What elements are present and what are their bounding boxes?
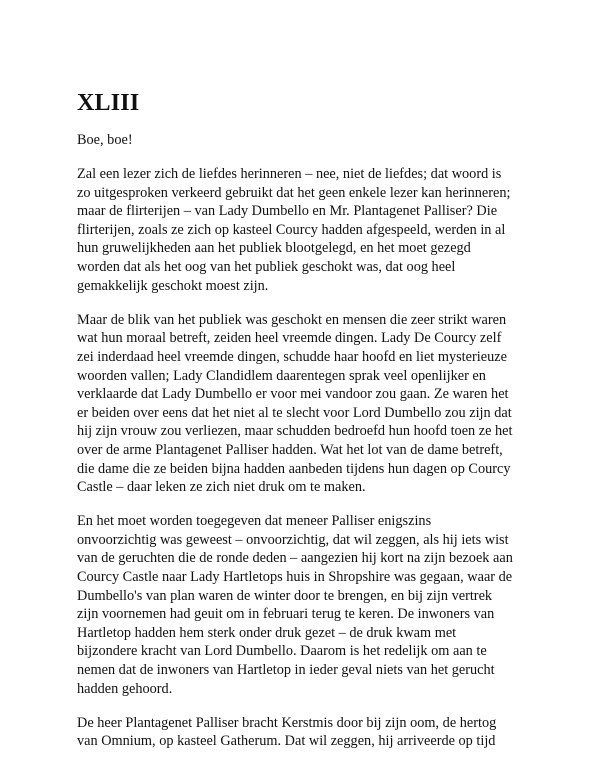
text-line: gemakkelijk geschokt moest zijn. [77, 277, 269, 294]
text-line: hij zijn vrouw zou verliezen, maar schudden bedroefd hun hoofd toen ze het [77, 423, 513, 440]
text-line: die dame die ze beiden bijna hadden aanbeden tijdens hun dagen op Courcy [77, 460, 511, 477]
text-line: er beiden over eens dat het niet al te slecht voor Lord Dumbello zou zijn dat [77, 404, 512, 421]
text-line: flirterijen, zoals ze zich op kasteel Courcy hadden afgespeeld, werden in al [77, 221, 506, 238]
text-line: En het moet worden toegegeven dat meneer Palliser enigszins [77, 513, 432, 530]
text-line: over de arme Plantagenet Palliser hadden. Wat het lot van de dame betreft, [77, 441, 503, 458]
text-line: Dumbello's van plan waren de winter door te brengen, en bij zijn vertrek [77, 587, 493, 604]
text-line: wat hun moraal betreft, zeiden heel vreemde dingen. Lady De Courcy zelf [77, 330, 502, 347]
text-line: woorden vallen; Lady Clandidlem daarentegen sprak veel openlijker en [77, 367, 486, 384]
text-line: Courcy Castle naar Lady Hartletops huis in Shropshire was gegaan, waar de [77, 568, 513, 585]
text-line: van de geruchten die de ronde deden – aangezien hij kort na zijn bezoek aan [77, 550, 513, 567]
text-line: zijn voornemen had geuit om in februari terug te keren. De inwoners van [77, 606, 495, 623]
text-line: bijzondere kracht van Lord Dumbello. Daarom is het redelijk om aan te [77, 643, 487, 660]
text-line: verklaarde dat Lady Dumbello er voor mei vandoor zou gaan. Ze waren het [77, 386, 509, 403]
text-line: Boe, boe! [77, 132, 133, 148]
text-line: De heer Plantagenet Palliser bracht Kerstmis door bij zijn oom, de hertog [77, 714, 497, 731]
text-line: hadden gehoord. [77, 680, 173, 697]
text-line: maar de flirterijen – van Lady Dumbello en Mr. Plantagenet Palliser? Die [77, 203, 498, 220]
document-page [77, 88, 532, 766]
paragraph-1 [77, 131, 532, 150]
text-line: worden dat als het oog van het publiek geschokt was, dat oog heel [77, 259, 456, 276]
text-line: Hartletop hadden hem sterk onder druk gezet – de druk kwam met [77, 624, 457, 641]
chapter-title: XLIII [77, 90, 140, 116]
paragraph-2 [77, 165, 532, 295]
text-line: onvoorzichtig was geweest – onvoorzichtig, dat wil zeggen, als hij iets wist [77, 531, 509, 548]
text-line: nemen dat de inwoners van Hartletop in ieder geval niets van het gerucht [77, 661, 495, 678]
paragraph-3 [77, 311, 532, 497]
text-line: van Omnium, op kasteel Gatherum. Dat wil zeggen, hij arriveerde op tijd [77, 733, 496, 750]
text-line: Maar de blik van het publiek was geschokt en mensen die zeer strikt waren [77, 311, 507, 328]
paragraph-5 [77, 714, 532, 751]
text-line: Castle – daar leken ze zich niet druk om te maken. [77, 479, 366, 496]
paragraph-4 [77, 512, 532, 698]
text-line: zo uitgesproken verkeerd gebruikt dat het geen enkele lezer kan herinneren; [77, 184, 511, 201]
text-line: Zal een lezer zich de liefdes herinneren – nee, niet de liefdes; dat woord is [77, 166, 502, 183]
text-line: zei inderdaad heel vreemde dingen, schudde haar hoofd en liet mysterieuze [77, 348, 507, 365]
text-line: hun gruwelijkheden aan het publiek blootgelegd, en het moet gezegd [77, 240, 471, 257]
